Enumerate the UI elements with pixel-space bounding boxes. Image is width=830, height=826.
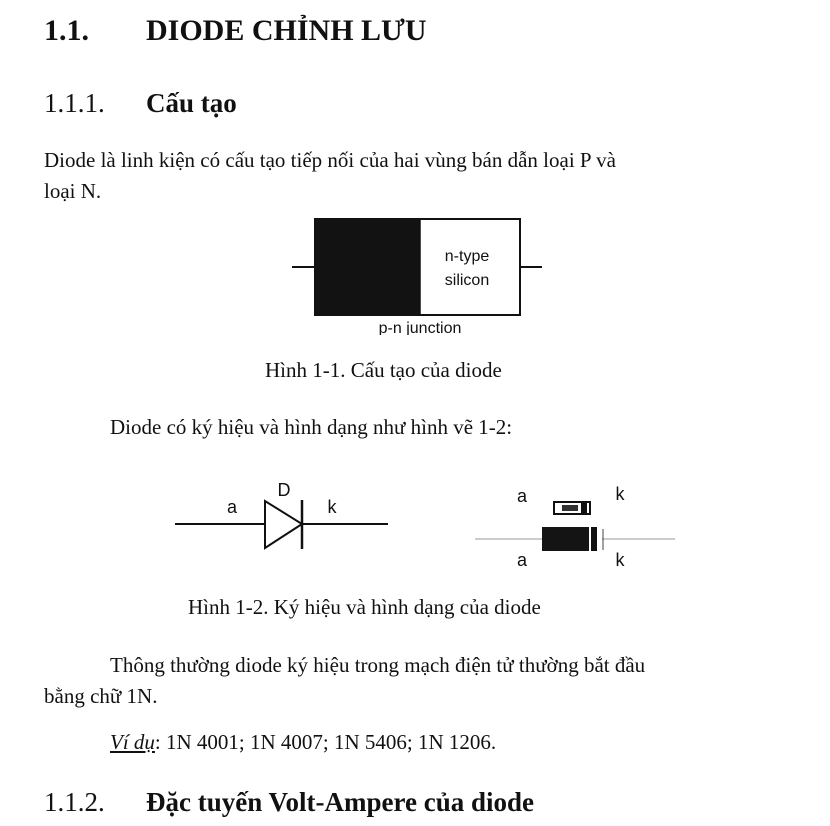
- example-label: Ví dụ: [110, 730, 155, 754]
- paragraph-naming-line1: Thông thường diode ký hiệu trong mạch điện tử thường bắt đầu: [110, 653, 646, 677]
- small-package-fill: [562, 505, 578, 511]
- p-type-region: [315, 219, 420, 315]
- pn-junction-label: p-n junction: [378, 320, 462, 335]
- package-top-anode-label: a: [516, 486, 528, 506]
- figure1-caption: Hình 1-1. Cấu tạo của diode: [265, 358, 502, 382]
- subsection2-title: Đặc tuyến Volt-Ampere của diode: [146, 787, 534, 817]
- paragraph-symbol-intro: Diode có ký hiệu và hình dạng như hình vẽ 1-2:: [110, 415, 513, 439]
- n-type-label: n-type: [444, 248, 490, 265]
- subsection-number: 1.1.1.: [44, 88, 105, 118]
- diode-symbol-figure: [170, 478, 410, 578]
- package-bottom-anode-label: a: [516, 550, 528, 570]
- large-package-body: [542, 527, 589, 551]
- package-top-cathode-label: k: [615, 484, 625, 504]
- example-values: 1N 4001; 1N 4007; 1N 5406; 1N 1206.: [160, 730, 497, 754]
- paragraph-structure-line2: loại N.: [44, 179, 102, 203]
- symbol-name-label: D: [277, 480, 291, 500]
- diode-package-figure: [470, 482, 690, 572]
- subsection2-number: 1.1.2.: [44, 787, 105, 817]
- symbol-cathode-label: k: [327, 497, 337, 517]
- subsection-title: Cấu tạo: [146, 88, 237, 118]
- paragraph-structure-line1: Diode là linh kiện có cấu tạo tiếp nối của hai vùng bán dẫn loại P và: [44, 148, 616, 172]
- symbol-anode-label: a: [226, 497, 238, 517]
- example-line: [110, 727, 496, 758]
- large-package-band: [591, 527, 597, 551]
- figure2-caption: Hình 1-2. Ký hiệu và hình dạng của diode: [188, 595, 541, 619]
- silicon-label: silicon: [444, 272, 490, 289]
- section-number: 1.1.: [44, 14, 89, 47]
- paragraph-naming-line2: bằng chữ 1N.: [44, 684, 158, 708]
- section-title: DIODE CHỈNH LƯU: [146, 14, 427, 47]
- example-colon: :: [154, 730, 161, 754]
- diode-structure-figure: [280, 205, 580, 335]
- diode-triangle: [265, 501, 302, 548]
- package-bottom-cathode-label: k: [615, 550, 625, 570]
- small-package-band: [581, 503, 587, 513]
